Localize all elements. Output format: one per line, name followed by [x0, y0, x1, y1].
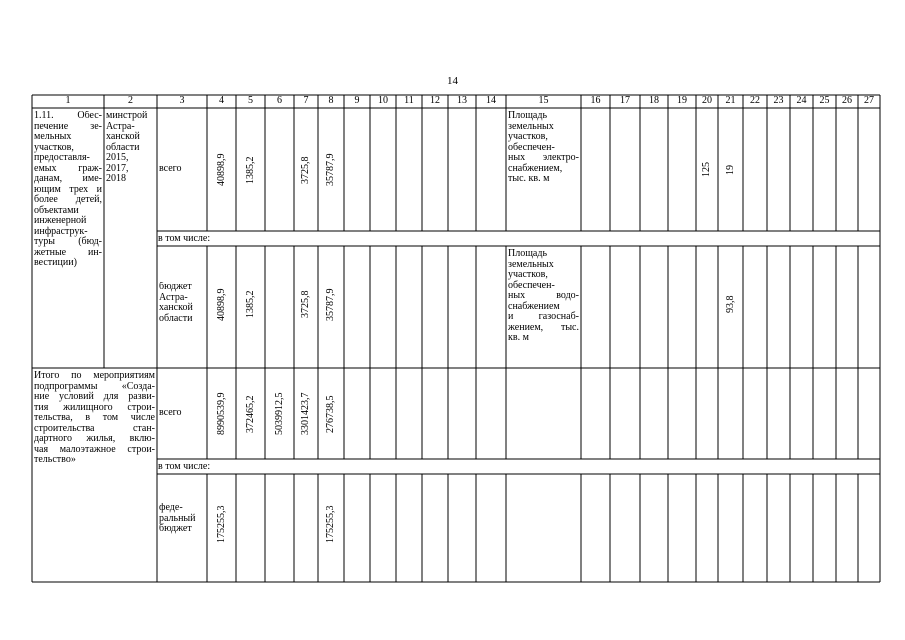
indicator-cell: Площадь земельных участков, обеспечен- ных водо- снабжением и газоснаб- жением, тыс. кв. м — [508, 249, 579, 343]
value-col21: 19 — [724, 164, 736, 175]
value-col5: 1385,2 — [244, 290, 256, 318]
value-col21: 93,8 — [724, 295, 736, 313]
column-header-22: 22 — [750, 95, 760, 106]
column-header-8: 8 — [328, 95, 334, 106]
value-col5: 1385,2 — [244, 156, 256, 184]
total-label: всего — [159, 164, 182, 174]
column-header-24: 24 — [796, 95, 807, 106]
value-col7: 3725,8 — [300, 290, 311, 318]
federal-budget-label: феде- ральный бюджет — [159, 503, 196, 534]
value-col7: 3301423,7 — [300, 392, 311, 435]
value-col5: 372465,2 — [244, 395, 256, 433]
regional-budget-label: бюджет Астра- ханской области — [159, 282, 193, 324]
column-header-9: 9 — [354, 95, 360, 106]
column-header-25: 25 — [819, 95, 830, 106]
column-header-12: 12 — [430, 95, 440, 106]
executor-cell: минстрой Астра- ханской области 2015, 2017, 2018 — [106, 111, 148, 184]
column-header-3: 3 — [179, 95, 185, 106]
column-header-23: 23 — [773, 95, 784, 106]
value-col7: 3725,8 — [300, 156, 311, 184]
including-label: в том числе: — [158, 234, 211, 244]
subprogram-name: Итого по мероприятиям подпрограммы «Созда- ние условий для разви- тия жилищного строи- тельства, в том числе строительства стан- дартного жилья, вклю- чая малоэтажное строи- тельство» — [34, 371, 155, 465]
value-col4: 40898,9 — [215, 153, 227, 186]
column-header-7: 7 — [303, 95, 309, 106]
column-header-13: 13 — [457, 95, 467, 106]
value-col6: 5039912,5 — [273, 392, 285, 435]
column-header-1: 1 — [65, 95, 71, 106]
column-header-11: 11 — [404, 95, 414, 106]
value-col8: 35787,9 — [325, 153, 336, 186]
column-header-5: 5 — [248, 95, 253, 106]
column-header-19: 19 — [677, 95, 687, 106]
column-header-2: 2 — [128, 95, 133, 106]
column-header-10: 10 — [378, 95, 388, 106]
value-col4: 8990539,9 — [215, 392, 227, 435]
indicator-cell: Площадь земельных участков, обеспечен- ных электро- снабжением, тыс. кв. м — [508, 111, 579, 184]
column-header-18: 18 — [649, 95, 659, 106]
column-header-21: 21 — [725, 95, 736, 106]
value-col8: 35787,9 — [325, 288, 336, 321]
column-header-15: 15 — [538, 95, 549, 106]
page-number: 14 — [447, 75, 458, 87]
measure-name: 1.11. Обес- печение зе- мельных участков, предоставля- емых граж- данам, име- ющим трех и более детей, объектами инженерной инфраструк- туры (бюд- жетные ин- вестиции) — [34, 111, 102, 268]
column-header-14: 14 — [486, 95, 496, 106]
column-header-17: 17 — [620, 95, 630, 106]
including-label: в том числе: — [158, 462, 211, 472]
column-header-27: 27 — [864, 95, 874, 106]
column-header-6: 6 — [277, 95, 282, 106]
column-header-26: 26 — [842, 95, 852, 106]
value-col4: 40898,9 — [215, 288, 227, 321]
column-header-20: 20 — [702, 95, 712, 106]
value-col4: 175255,3 — [215, 505, 227, 543]
value-col20: 125 — [701, 162, 712, 177]
total-label: всего — [159, 408, 182, 418]
value-col8: 276738,5 — [325, 395, 336, 433]
column-header-4: 4 — [219, 95, 224, 106]
column-header-16: 16 — [590, 95, 601, 106]
value-col8: 175255,3 — [325, 505, 336, 543]
